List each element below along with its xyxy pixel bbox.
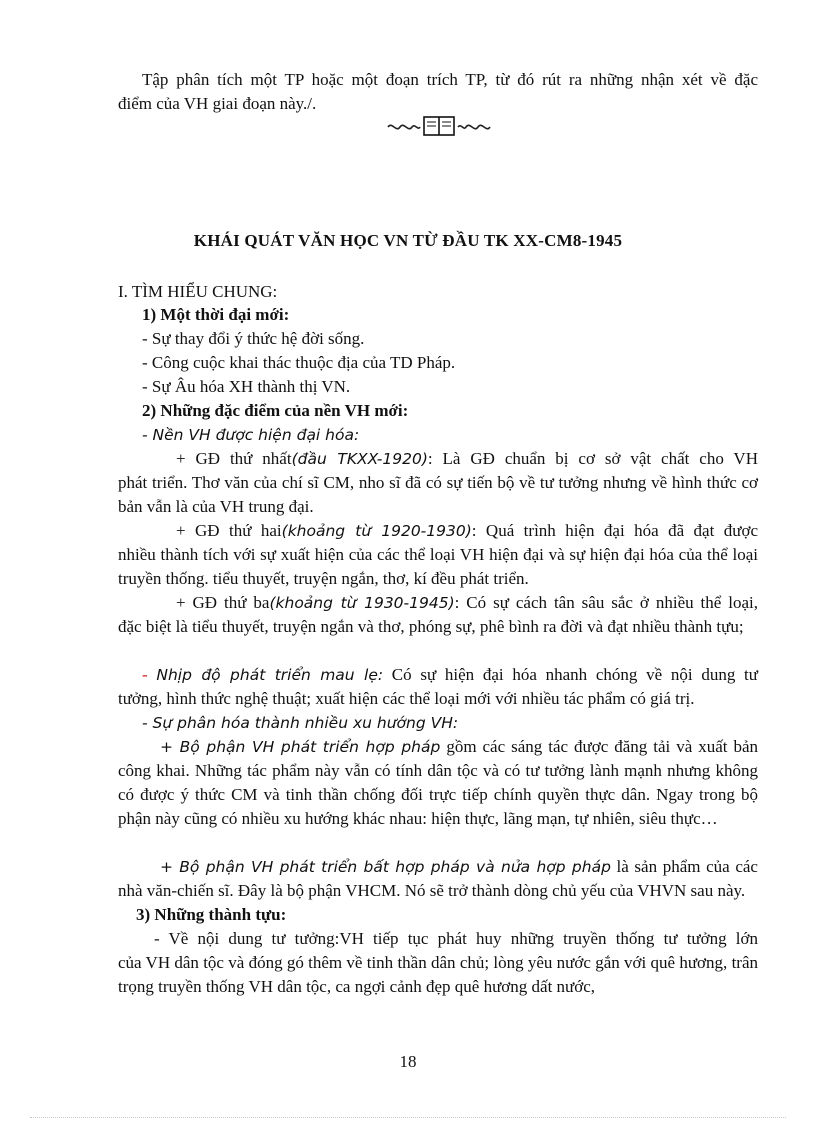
- rapid-pace-label: Nhịp độ phát triển mau lẹ:: [156, 666, 384, 684]
- book-divider-ornament-icon: [384, 115, 494, 137]
- stage-3-period: (khoảng từ 1930-1945): [269, 594, 455, 612]
- achievements-body: của VH dân tộc và đóng gó thêm về tinh thần dân chủ; lòng yêu nước gắn với quê hương, trân trọng truyền thống VH dân tộc, ca ngợi cảnh đẹp quê hương dất nước,: [118, 953, 758, 996]
- legal-branch-body: công khai. Những tác phẩm này vẫn có tính dân tộc và có tư tưởng lành mạnh nhưng không có được ý thức CM và tinh thần chống đối trực tiếp chính quyền thực dân. Ngay trong bộ phận này cũng có nhiều xu hướng khác nhau: hiện thực, lãng mạn, tự nhiên, siêu thực…: [118, 761, 758, 828]
- legal-branch-label: + Bộ phận VH phát triển hợp pháp: [160, 738, 441, 756]
- page-title: KHÁI QUÁT VĂN HỌC VN TỪ ĐẦU TK XX-CM8-1945: [193, 231, 623, 250]
- stage-3-label: + GĐ thứ ba: [176, 593, 270, 612]
- stage-3-text: : Có sự cách tân sâu sắc ở nhiều thể loại,: [454, 593, 759, 612]
- stage-1-period: (đầu TKXX-1920): [291, 450, 428, 468]
- point-modernization: - Nền VH được hiện đại hóa:: [142, 426, 360, 444]
- stage-3-body: đặc biệt là tiểu thuyết, truyện ngắn và thơ, phóng sự, phê bình ra đời và đạt nhiều thành tựu;: [118, 617, 744, 636]
- stage-2-label: + GĐ thứ hai: [176, 521, 282, 540]
- stage-2-lead: [176, 519, 758, 543]
- stage-1-lead: [176, 447, 758, 471]
- subsection-1-heading: 1) Một thời đại mới:: [142, 305, 290, 324]
- rapid-pace-body: tưởng, hình thức nghệ thuật; xuất hiện các thể loại mới với nhiều tác phẩm có giá trị.: [118, 689, 695, 708]
- illegal-branch-body: nhà văn-chiến sĩ. Đây là bộ phận VHCM. Nó sẽ trở thành dòng chủ yếu của VHVN sau này.: [118, 881, 746, 900]
- stage-1-text: : Là GĐ chuẩn bị cơ sở vật chất cho VH: [427, 449, 758, 468]
- illegal-branch-label: + Bộ phận VH phát triển bất hợp pháp và nửa hợp pháp: [160, 858, 611, 876]
- stage-1-body: phát triển. Thơ văn của chí sĩ CM, nho sĩ đã có sự tiến bộ về tư tưởng nhưng về hình thức cơ bản vẫn là của VH trung đại.: [118, 473, 758, 516]
- stage-1-label: + GĐ thứ nhất: [176, 449, 292, 468]
- subsection-3-heading: 3) Những thành tựu:: [136, 905, 287, 924]
- intro-line-1: Tập phân tích một TP hoặc một đoạn trích TP, từ đó rút ra những nhận xét về đặc: [142, 70, 758, 89]
- list-item: - Sự Âu hóa XH thành thị VN.: [142, 377, 351, 396]
- legal-branch-text: gồm các sáng tác được đăng tải và xuất bản: [440, 737, 758, 756]
- point-rapid-pace: [142, 663, 758, 687]
- red-dash: -: [142, 665, 148, 684]
- section-heading: I. TÌM HIỂU CHUNG:: [118, 282, 278, 301]
- list-item: - Sự thay đổi ý thức hệ đời sống.: [142, 329, 365, 348]
- illegal-branch-lead: [160, 855, 758, 879]
- stage-2-text: : Quá trình hiện đại hóa đã đạt được: [471, 521, 758, 540]
- subsection-2-heading: 2) Những đặc điểm của nền VH mới:: [142, 401, 409, 420]
- rapid-pace-text: Có sự hiện đại hóa nhanh chóng về nội dung tư: [383, 665, 758, 684]
- list-item: - Công cuộc khai thác thuộc địa của TD Pháp.: [142, 353, 456, 372]
- page-number: 18: [399, 1052, 417, 1071]
- stage-2-body: nhiều thành tích với sự xuất hiện của các thể loại VH hiện đại và sự hiện đại hóa của thể loại truyền thống. tiểu thuyết, truyện ngắn, thơ, kí đều phát triển.: [118, 545, 758, 588]
- illegal-branch-text: là sản phẩm của các: [610, 857, 758, 876]
- stage-3-lead: [176, 591, 758, 615]
- stage-2-period: (khoảng từ 1920-1930): [281, 522, 472, 540]
- page-bottom-divider: [30, 1117, 786, 1118]
- legal-branch-lead: [160, 735, 758, 759]
- point-tendencies: - Sự phân hóa thành nhiều xu hướng VH:: [142, 714, 459, 732]
- intro-line-2: điểm của VH giai đoạn này./.: [118, 94, 317, 113]
- achievements-lead: - Về nội dung tư tưởng:VH tiếp tục phát huy những truyền thống tư tưởng lớn: [154, 929, 758, 948]
